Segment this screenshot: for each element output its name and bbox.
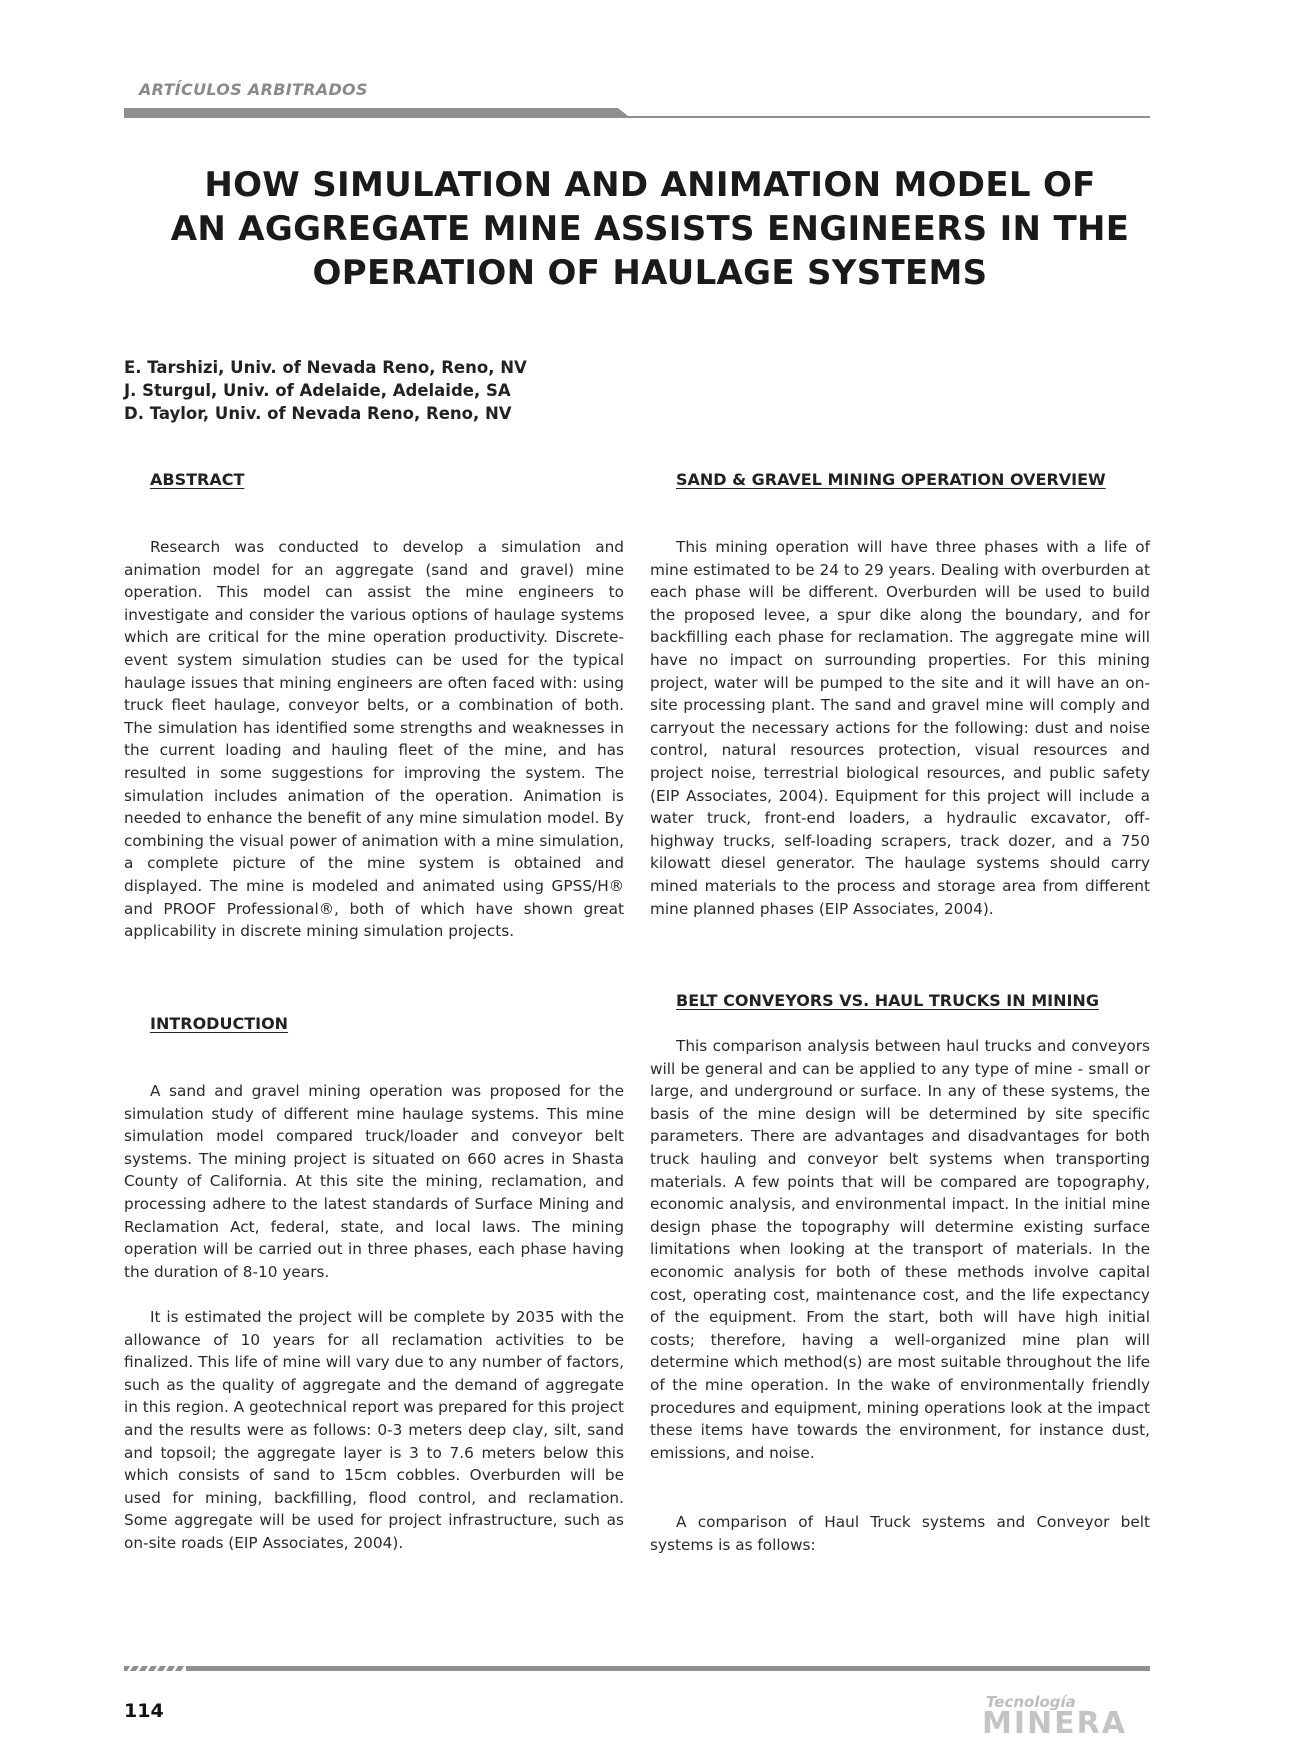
overview-heading: SAND & GRAVEL MINING OPERATION OVERVIEW <box>676 470 1106 489</box>
introduction-paragraph-1: A sand and gravel mining operation was proposed for the simulation study of different mine haulage systems. This mine simulation model compared truck/loader and conveyor belt systems. The mining project is situated on 660 acres in Shasta County of California. At this site the mining, reclamation, and processing adhere to the latest standards of Surface Mining and Reclamation Act, federal, state, and local laws. The mining operation will be carried out in three phases, each phase having the duration of 8-10 years. <box>124 1082 624 1281</box>
publication-logo <box>982 1693 1152 1741</box>
title-line-2: AN AGGREGATE MINE ASSISTS ENGINEERS IN THE <box>170 209 1130 249</box>
title-line-3: OPERATION OF HAULAGE SYSTEMS <box>312 253 988 293</box>
author-3: D. Taylor, Univ. of Nevada Reno, Reno, NV <box>124 404 512 423</box>
belt-conveyors-heading: BELT CONVEYORS VS. HAUL TRUCKS IN MINING <box>676 991 1099 1010</box>
footer-rule <box>124 1663 1150 1673</box>
article-title <box>150 163 1150 295</box>
header-rule <box>124 106 1150 120</box>
overview-text: This mining operation will have three phases with a life of mine estimated to be 24 to 29 years. Dealing with overburden at each phase will be different. Overburden will be used to build the proposed levee, a spur dike along the boundary, and for backfilling each phase for reclamation. The aggregate mine will have no impact on surrounding properties. For this mining project, water will be pumped to the site and it will have an on-site processing plant. The sand and gravel mine will comply and carryout the necessary actions for the following: dust and noise control, natural resources protection, visual resources and project noise, terrestrial biological resources, and public safety (EIP Associates, 2004). Equipment for this project will include a water truck, front-end loaders, a hydraulic excavator, off-highway trucks, self-loading scrapers, track dozer, and a 750 kilowatt diesel generator. The haulage systems should carry mined materials to the process and storage area from different mine planned phases (EIP Associates, 2004). <box>650 538 1150 918</box>
abstract-heading: ABSTRACT <box>150 470 245 489</box>
belt-conveyors-paragraph-2: A comparison of Haul Truck systems and Conveyor belt systems is as follows: <box>650 1513 1150 1554</box>
page-number: 114 <box>124 1700 164 1722</box>
author-1: E. Tarshizi, Univ. of Nevada Reno, Reno, NV <box>124 358 527 377</box>
introduction-paragraph-2: It is estimated the project will be complete by 2035 with the allowance of 10 years for all reclamation activities to be finalized. This life of mine will vary due to any number of factors, such as the quality of aggregate and the demand of aggregate in this region. A geotechnical report was prepared for this project and the results were as follows: 0-3 meters deep clay, silt, sand and topsoil; the aggregate layer is 3 to 7.6 meters below this which consists of sand to 15cm cobbles. Overburden will be used for mining, backfilling, flood control, and reclamation. Some aggregate will be used for project infrastructure, such as on-site roads (EIP Associates, 2004). <box>124 1308 625 1552</box>
title-line-1: HOW SIMULATION AND ANIMATION MODEL OF <box>204 165 1096 205</box>
abstract-text: Research was conducted to develop a simulation and animation model for an aggregate (sand and gravel) mine operation. This model can assist the mine engineers to investigate and consider the various options of haulage systems which are critical for the mine operation productivity. Discrete-event system simulation studies can be used for the typical haulage issues that mining engineers are often faced with: using truck fleet haulage, conveyor belts, or a combination of both. The simulation has identified some strengths and weaknesses in the current loading and hauling fleet of the mine, and has resulted in some suggestions for improving the system. The simulation includes animation of the operation. Animation is needed to enhance the benefit of any mine simulation model. By combining the visual power of animation with a mine simulation, a complete picture of the mine system is obtained and displayed. The mine is modeled and animated using GPSS/H® and PROOF Professional®, both of which have shown great applicability in discrete mining simulation projects. <box>124 538 624 941</box>
logo-tecnologia: Tecnología <box>986 1693 1076 1711</box>
author-list <box>124 356 527 425</box>
belt-conveyors-paragraph-1: This comparison analysis between haul trucks and conveyors will be general and can be applied to any type of mine - small or large, and underground or surface. In any of these systems, the basis of the mine design will be determined by site specific parameters. There are advantages and disadvantages for both truck hauling and conveyor belt systems when transporting materials. A few points that will be compared are topography, economic analysis, and environmental impact. In the initial mine design phase the topography will determine existing surface limitations when looking at the transport of materials. In the economic analysis for both of these methods involve capital cost, operating cost, maintenance cost, and the life expectancy of the equipment. From the start, both will have high initial costs; therefore, having a well-organized mine plan will determine which method(s) are most suitable throughout the life of the mine operation. In the wake of environmentally friendly procedures and equipment, mining operations look at the impact these items have towards the environment, for instance dust, emissions, and noise. <box>650 1037 1150 1462</box>
logo-minera: MINERA <box>982 1706 1127 1741</box>
author-2: J. Sturgul, Univ. of Adelaide, Adelaide, SA <box>124 381 511 400</box>
section-label: ARTÍCULOS ARBITRADOS <box>139 80 368 99</box>
introduction-heading: INTRODUCTION <box>150 1014 289 1033</box>
